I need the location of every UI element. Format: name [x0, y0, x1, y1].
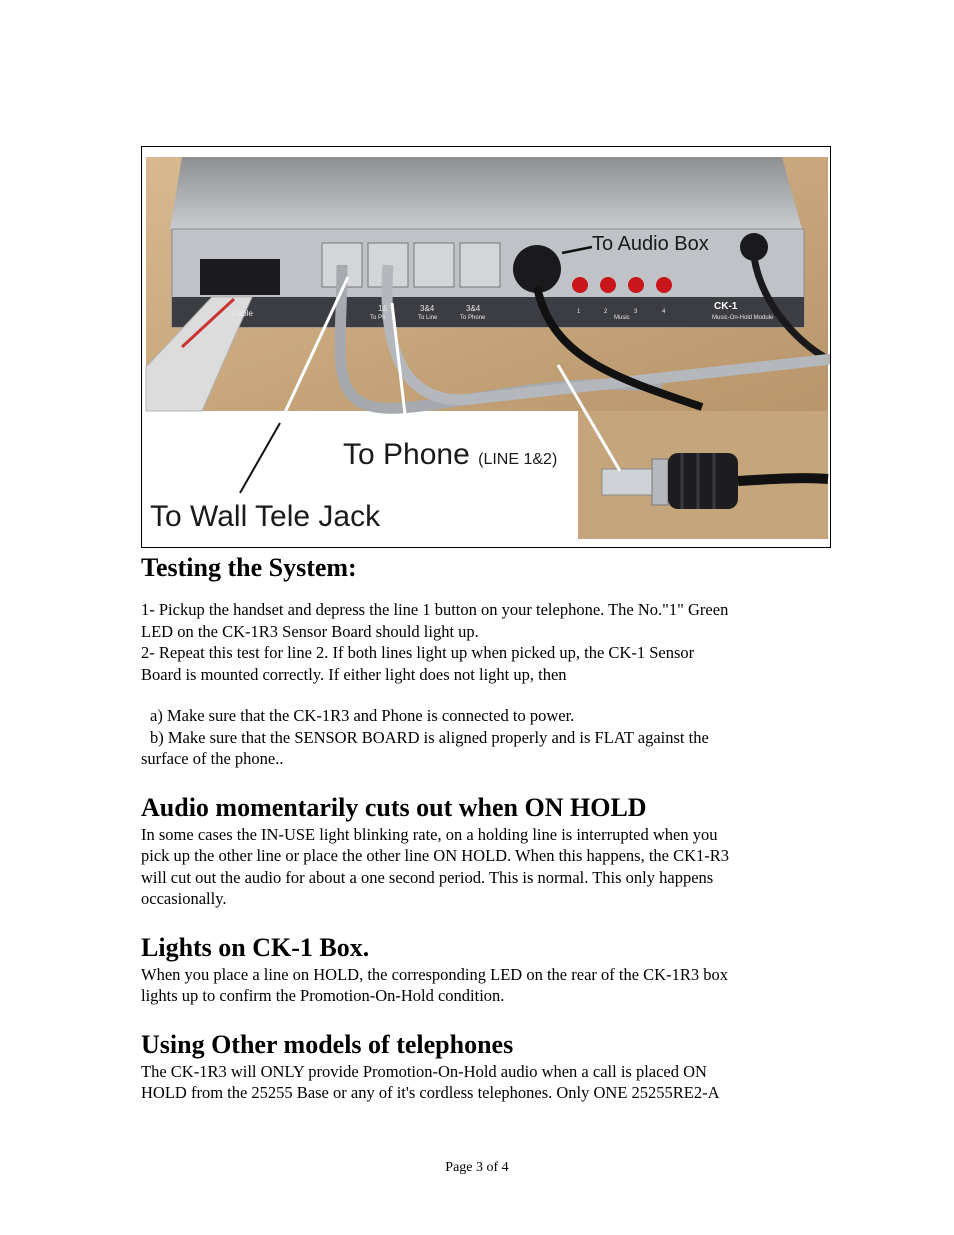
audio-line-4: occasionally. [141, 889, 227, 908]
panel-port-3-sub: To Phone [460, 315, 486, 321]
page-number: Page 3 of 4 [445, 1160, 509, 1175]
lights-paragraph [141, 964, 821, 1007]
testing-step-2-line-a: 2- Repeat this test for line 2. If both lines light up when picked up, the CK-1 Sensor [141, 643, 695, 662]
ribbon-port [200, 259, 280, 295]
audio-din-connector [513, 245, 561, 293]
testing-item-b-line-2: surface of the phone.. [141, 749, 284, 768]
callout-to-phone-text: To Phone [343, 438, 470, 471]
panel-port-1-sub: To Ph [370, 315, 386, 321]
power-jack [740, 233, 768, 261]
testing-step-1 [141, 599, 821, 642]
testing-step-1-line-a: 1- Pickup the handset and depress the line 1 button on your telephone. The No."1" Green [141, 600, 729, 619]
phone-jack-3 [414, 243, 454, 287]
box-top [170, 157, 802, 229]
product-figure [141, 146, 831, 548]
panel-port-3-label: 3&4 [466, 304, 481, 313]
other-line-2: HOLD from the 25255 Base or any of it's cordless telephones. Only ONE 25255RE2-A [141, 1083, 720, 1102]
led-4-icon [656, 277, 672, 293]
callout-to-phone [343, 440, 557, 470]
panel-label-strip [172, 297, 804, 327]
panel-led-2-label: 2 [604, 309, 608, 315]
panel-model-label: CK-1 [714, 301, 738, 312]
testing-item-b-line-1: b) Make sure that the SENSOR BOARD is aligned properly and is FLAT against the [150, 727, 709, 747]
rca-plug-inset [578, 411, 828, 539]
audio-line-2: pick up the other line or place the other line ON HOLD. When this happens, the CK1-R3 [141, 846, 730, 865]
led-2-icon [600, 277, 616, 293]
document-body [141, 552, 821, 1104]
led-3-icon [628, 277, 644, 293]
phone-jack-4 [460, 243, 500, 287]
heading-other-models: Using Other models of telephones [141, 1029, 514, 1059]
lights-line-1: When you place a line on HOLD, the corresponding LED on the rear of the CK-1R3 box [141, 964, 728, 984]
other-line-1: The CK-1R3 will ONLY provide Promotion-On-Hold audio when a call is placed ON [141, 1061, 707, 1081]
testing-step-1-line-b: LED on the CK-1R3 Sensor Board should light up. [141, 621, 479, 641]
panel-port-2-label: 3&4 [420, 304, 435, 313]
heading-testing: Testing the System: [141, 553, 357, 582]
panel-led-3-label: 3 [634, 309, 638, 315]
panel-module-label: Music-On-Hold Module [712, 315, 774, 321]
testing-step-2-line-b: Board is mounted correctly. If either light does not light up, then [141, 664, 567, 684]
panel-port-1-label: 1& [378, 304, 388, 313]
callout-to-audio-box: To Audio Box [592, 233, 709, 255]
callout-to-phone-sub: (LINE 1&2) [478, 451, 558, 468]
callout-to-wall-jack: To Wall Tele Jack [150, 500, 381, 533]
lights-line-2: lights up to confirm the Promotion-On-Hold condition. [141, 986, 505, 1005]
audio-line-3: will cut out the audio for about a one second period. This is normal. This only happens [141, 867, 714, 887]
audio-line-1: In some cases the IN-USE light blinking rate, on a holding line is interrupted when you [141, 824, 718, 844]
ck1-box-photo [142, 147, 831, 548]
testing-step-2 [141, 642, 821, 685]
panel-port-2-sub: To Line [418, 315, 438, 321]
panel-led-4-label: 4 [662, 309, 666, 315]
audio-paragraph [141, 824, 821, 910]
heading-audio-cuts-out: Audio momentarily cuts out when ON HOLD [141, 792, 647, 822]
panel-cable-label: Cable [232, 309, 253, 318]
testing-item-b [141, 727, 821, 770]
heading-lights: Lights on CK-1 Box. [141, 932, 370, 962]
testing-item-a: a) Make sure that the CK-1R3 and Phone is connected to power. [150, 706, 575, 725]
other-paragraph [141, 1061, 821, 1104]
panel-led-1-label: 1 [577, 309, 581, 315]
panel-music-label: Music [614, 315, 630, 321]
led-1-icon [572, 277, 588, 293]
